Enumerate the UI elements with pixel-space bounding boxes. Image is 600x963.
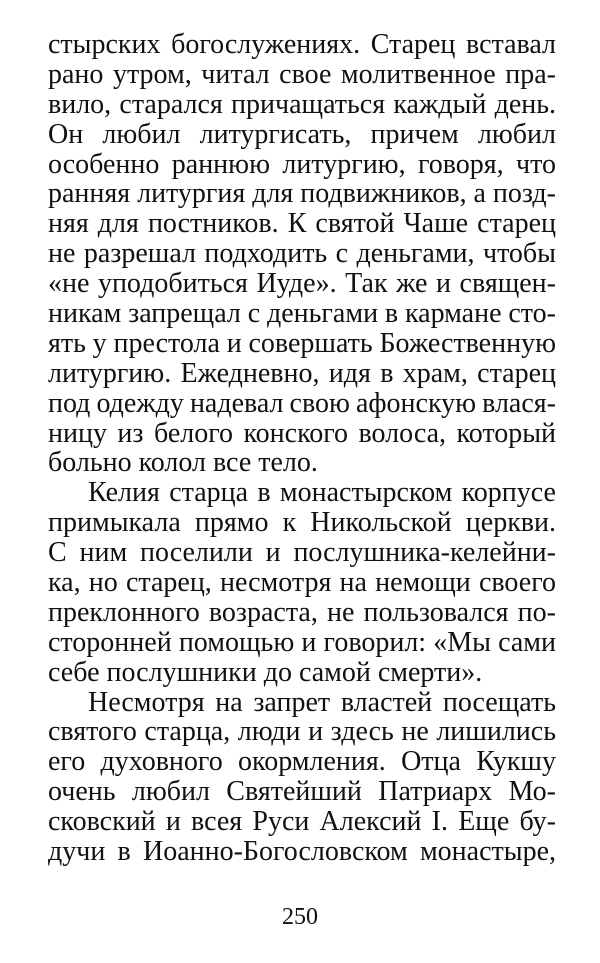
text-line-content: ранняя литургия для подвижников, а позд- <box>48 178 556 210</box>
text-line <box>48 150 556 180</box>
text-line-content: рано утром, читал свое молитвенное пра- <box>48 58 556 90</box>
text-line <box>48 90 556 120</box>
page-number: 250 <box>282 904 318 930</box>
text-line <box>48 60 556 90</box>
text-line-content: литургию. Ежедневно, идя в храм, старец <box>48 357 556 389</box>
text-line-content: особенно раннюю литургию, говоря, что <box>48 148 556 180</box>
text-line-content: под одежду надевал свою афонскую влася- <box>48 387 556 419</box>
text-line-content: себе послушники до самой смерти». <box>48 656 483 688</box>
text-line <box>48 299 556 329</box>
paragraph <box>48 688 556 867</box>
text-line-content: больно колол все тело. <box>48 447 318 479</box>
text-line <box>48 179 556 209</box>
paragraph <box>48 478 556 687</box>
text-line <box>48 538 556 568</box>
text-line <box>48 628 556 658</box>
text-line <box>48 688 556 718</box>
text-line-content: дучи в Иоанно-Богословском монастыре, <box>48 836 556 868</box>
text-line-content: Келия старца в монастырском корпусе <box>88 477 556 509</box>
text-line <box>48 120 556 150</box>
text-line-content: ка, но старец, несмотря на немощи своего <box>48 567 556 599</box>
text-line <box>48 747 556 777</box>
text-line <box>48 329 556 359</box>
text-line <box>48 30 556 60</box>
paragraph <box>48 30 556 478</box>
text-line-content: няя для постников. К святой Чаше старец <box>48 208 556 240</box>
text-line-content: Несмотря на запрет властей посещать <box>88 686 556 718</box>
text-line-content: сторонней помощью и говорил: «Мы сами <box>48 626 556 658</box>
text-line-content: ницу из белого конского волоса, который <box>48 417 556 449</box>
text-line-content: не разрешал подходить с деньгами, чтобы <box>48 238 556 270</box>
text-line <box>48 239 556 269</box>
text-line <box>48 269 556 299</box>
text-line-content: никам запрещал с деньгами в кармане сто- <box>48 298 556 330</box>
text-line <box>48 777 556 807</box>
text-line-content: «не уподобиться Иуде». Так же и священ- <box>48 268 556 300</box>
text-line-content: стырских богослужениях. Старец вставал <box>48 29 556 60</box>
text-line-content: С ним поселили и послушника-келейни- <box>48 537 556 569</box>
text-line <box>48 658 556 688</box>
text-line <box>48 419 556 449</box>
text-line <box>48 478 556 508</box>
page-body <box>48 30 556 867</box>
text-line-content: Он любил литургисать, причем любил <box>48 118 556 150</box>
text-line-content: его духовного окормления. Отца Кукшу <box>48 746 556 778</box>
text-line <box>48 837 556 867</box>
text-line <box>48 389 556 419</box>
text-line <box>48 448 556 478</box>
text-line <box>48 598 556 628</box>
text-line-content: очень любил Святейший Патриарх Мо- <box>48 776 556 808</box>
text-line <box>48 359 556 389</box>
text-line-content: вило, старался причащаться каждый день. <box>48 88 556 120</box>
text-line <box>48 209 556 239</box>
text-line-content: преклонного возраста, не пользовался по- <box>48 596 556 628</box>
text-line <box>48 568 556 598</box>
text-line-content: сковский и всея Руси Алексий I. Еще бу- <box>48 806 556 838</box>
text-line <box>48 807 556 837</box>
text-line-content: примыкала прямо к Никольской церкви. <box>48 507 556 539</box>
text-line <box>48 508 556 538</box>
text-line <box>48 717 556 747</box>
text-line-content: ять у престола и совершать Божественную <box>48 327 556 359</box>
text-line-content: святого старца, люди и здесь не лишились <box>48 716 556 748</box>
